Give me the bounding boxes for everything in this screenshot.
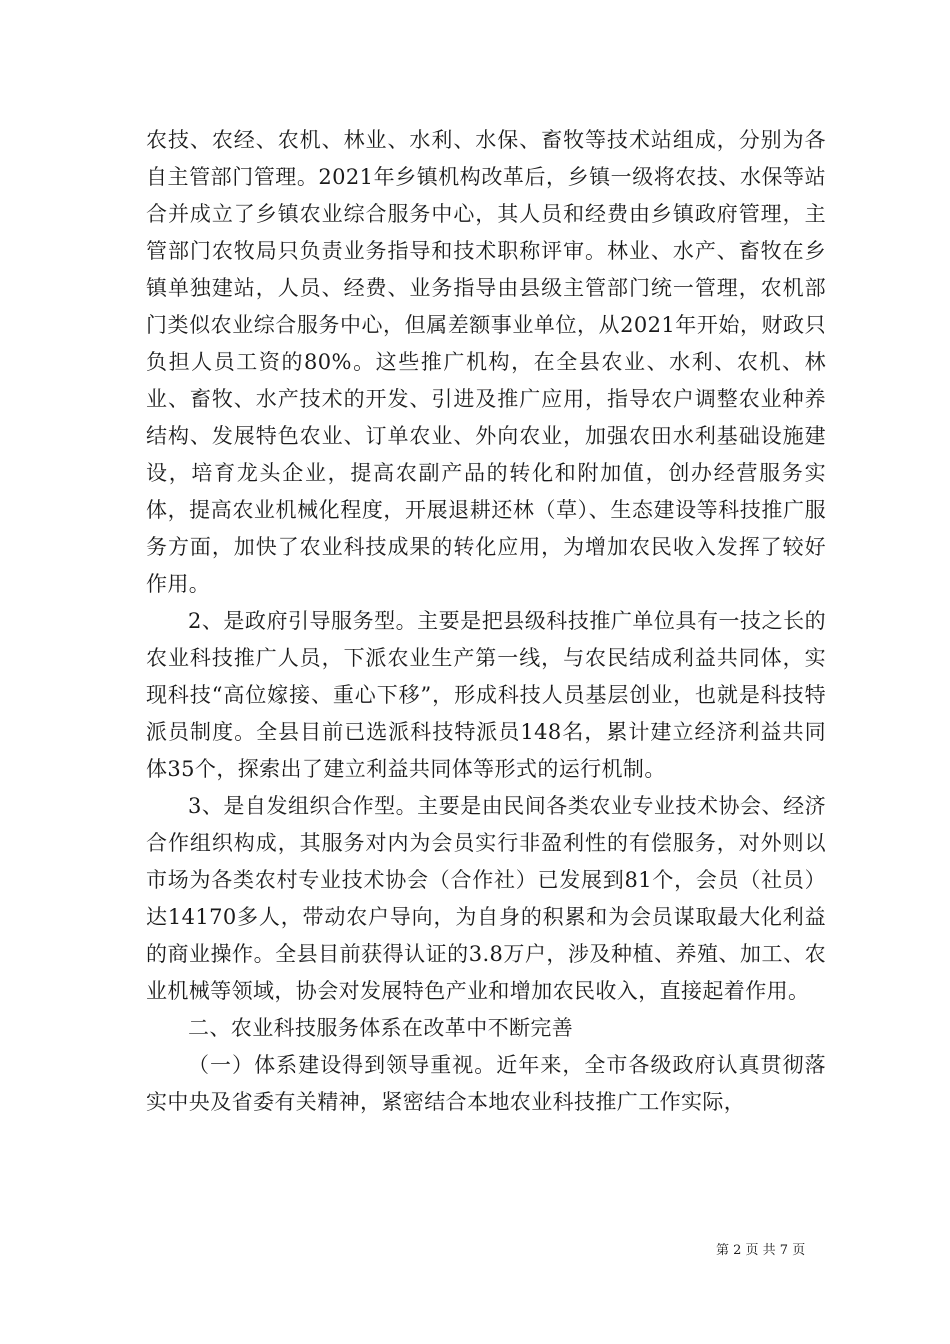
section-heading-reform: 二、农业科技服务体系在改革中不断完善 bbox=[188, 1016, 574, 1040]
paragraph-leadership-attention: （一）体系建设得到领导重视。近年来，全市各级政府认真贯彻落实中央及省委有关精神，紧密结合本地农业科技推广工作实际， bbox=[146, 1053, 826, 1114]
paragraph-spontaneous-cooperation: 3、是自发组织合作型。主要是由民间各类农业专业技术协会、经济合作组织构成，其服务对内为会员实行非盈利性的有偿服务，对外则以市场为各类农村专业技术协会（合作社）已发展到81个，会员（社员）达14170多人，带动农户导向，为自身的积累和为会员谋取最大化利益的商业操作。全县目前获得认证的3.8万户，涉及种植、养殖、加工、农业机械等领域，协会对发展特色产业和增加农民收入，直接起着作用。 bbox=[146, 794, 826, 1003]
paragraph-government-guided-service: 2、是政府引导服务型。主要是把县级科技推广单位具有一技之长的农业科技推广人员，下派农业生产第一线，与农民结成利益共同体，实现科技“高位嫁接、重心下移”，形成科技人员基层创业，也就是科技特派员制度。全县目前已选派科技特派员148名，累计建立经济利益共同体35个，探索出了建立利益共同体等形式的运行机制。 bbox=[146, 609, 826, 781]
paragraph-county-extension-stations: 农技、农经、农机、林业、水利、水保、畜牧等技术站组成，分别为各自主管部门管理。2021年乡镇机构改革后，乡镇一级将农技、水保等站合并成立了乡镇农业综合服务中心，其人员和经费由乡镇政府管理，主管部门农牧局只负责业务指导和技术职称评审。林业、水产、畜牧在乡镇单独建站，人员、经费、业务指导由县级主管部门统一管理，农机部门类似农业综合服务中心，但属差额事业单位，从2021年开始，财政只负担人员工资的80%。这些推广机构，在全县农业、水利、农机、林业、畜牧、水产技术的开发、引进及推广应用，指导农户调整农业种养结构、发展特色农业、订单农业、外向农业，加强农田水利基础设施建设，培育龙头企业，提高农副产品的转化和附加值，创办经营服务实体，提高农业机械化程度，开展退耕还林（草）、生态建设等科技推广服务方面，加快了农业科技成果的转化应用，为增加农民收入发挥了较好作用。 bbox=[146, 128, 826, 596]
document-body bbox=[146, 122, 826, 1121]
page-number-footer: 第 2 页 共 7 页 bbox=[716, 1243, 806, 1258]
